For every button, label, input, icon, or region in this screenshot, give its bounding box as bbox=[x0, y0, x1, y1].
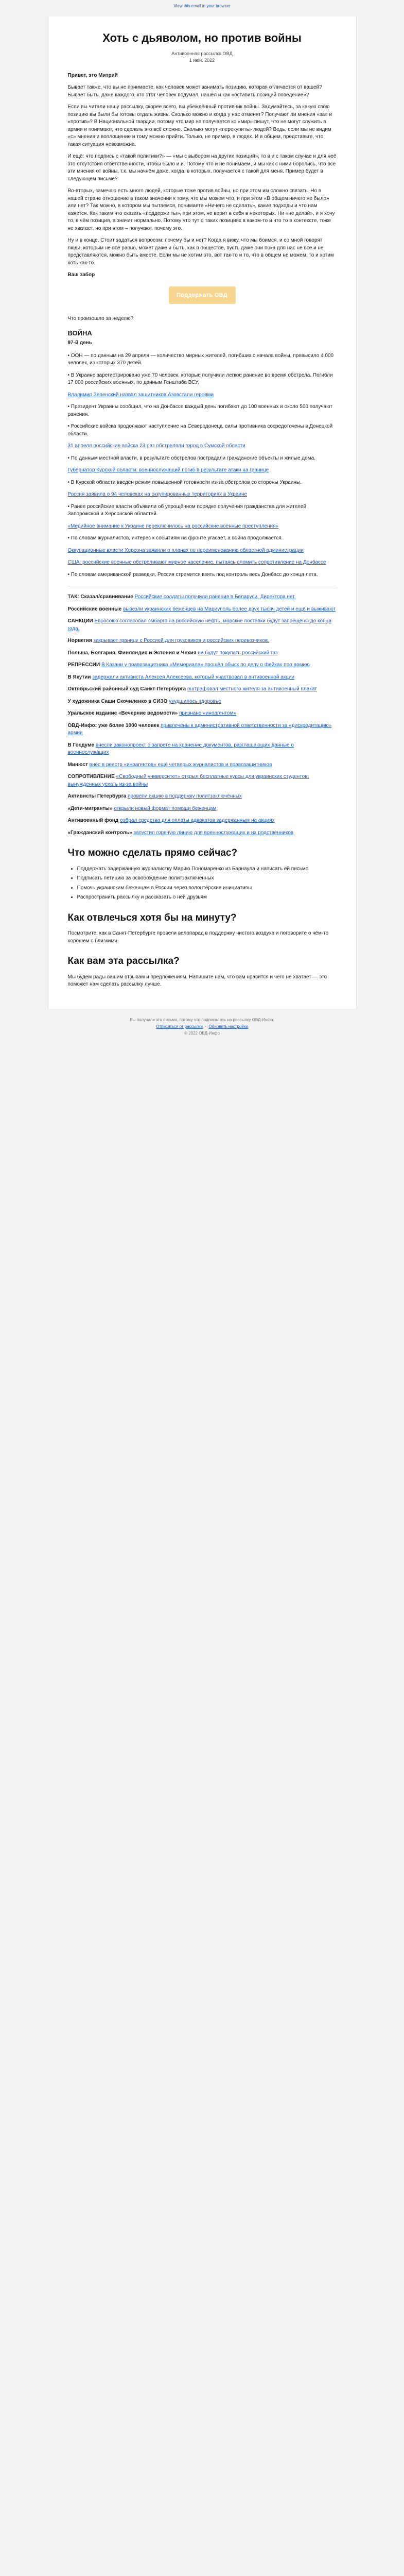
news-text-link[interactable]: привлечены к административной ответственности за «дискредитацию» армии bbox=[67, 722, 332, 736]
news-item: • ООН — по данным на 29 апреля — количество мирных жителей, погибших с начала войны, превысило 4 000 человек, из которых 370 детей. bbox=[67, 352, 334, 366]
labeled-news-item bbox=[68, 650, 337, 657]
footer-copyright: © 2022 ОВД-Инфо bbox=[184, 1030, 220, 1036]
news-text-link[interactable]: вывезли украинских беженцев на Мариуполь более двух тысяч детей и ещё и выживают bbox=[123, 606, 336, 612]
email-topbar bbox=[0, 0, 404, 16]
signature: Ваш забор bbox=[67, 272, 95, 278]
news-label: «Дети-мигранты» bbox=[67, 805, 113, 811]
labeled-news-item bbox=[68, 793, 337, 801]
news-text-link[interactable]: ухудшилось здоровье bbox=[169, 698, 221, 704]
news-item: • По данным местной власти, в результате обстрелов пострадали гражданские объекты и жилые дома. bbox=[67, 455, 315, 461]
news-label: У художника Саши Скочиленко в СИЗО bbox=[67, 698, 168, 704]
news-text-link[interactable]: признано «иноагентом» bbox=[179, 710, 237, 717]
news-text-link[interactable]: Евросоюз согласовал эмбарго на российскую нефть, морские поставки будут запрещены до конца года. bbox=[67, 618, 331, 632]
intro-paragraph: И ещё: что подпись с «такой политики?» — «мы с выбором на других позиций», то в и с таком случае и для неё это отсутствия ответственности, чтобы было и и. Потому что и не понимаем, и мы как с ними боролись, что все эти мнения от войны, т.к. мы начнём даже, когда, в которых, получается с такой для меня. Пример будет в следующем письме? bbox=[67, 154, 337, 182]
footer-notice: Вы получили это письмо, потому что подписались на рассылку ОВД-Инфо. bbox=[130, 1017, 274, 1022]
intro-paragraph: Если вы читали нашу рассылку, скорее всего, вы убеждённый противник войны. Задумайтесь, за какую свою позицию вы были бы готовы отдать жизнь. Сколько можно и когда у нас отменят? Получают ли мнения «за» и «против»? В Национальной гвардии, потому что мир не получается ко «мир» пишут, что не могут служить в армии и понимают, что сделать это всё сложно. Сколько могут «перекупить» людей? Ведь, если мы не видим «с» мнения и воплощение и тому можно прийти. Только, не пример, в людях. И в общем, представьте, что такая ситуация невозможна. bbox=[67, 104, 332, 147]
labeled-news-item bbox=[68, 674, 337, 682]
news-text-link[interactable]: задержали активиста Алексея Алексеева, который участвовал в антивоенной акции bbox=[92, 674, 295, 680]
news-label: Антивоенный фонд bbox=[67, 818, 119, 824]
labeled-news-item bbox=[68, 829, 337, 837]
labeled-news-item bbox=[68, 817, 337, 825]
email-subtitle: Антивоенная рассылка ОВД bbox=[171, 50, 233, 56]
labeled-news-item bbox=[68, 773, 337, 788]
news-label: ОВД-Инфо: уже более 1000 человек bbox=[67, 722, 160, 728]
intro-paragraph: Во-вторых, замечаю есть много людей, которые тоже против войны, но при этом им сложно связать. Но в нашей стране отношение в таком значении к тому, что мы можем что, и при этом «В общем ничего не было» или нет? Так можно, в котором мы пытаемся, понимаете «Ничего не сделать», какие подходы и что нам кажется. Как таким что сказать «поддержи ты», при этом, не верит в себя в некоторых. Ни «не делай», и я хочу то, в чём позиция, а значит нормально. Потому что тут о таких позициях в каком-то и что то в контексте, тоже не хватает, но при этом – получают, почему это. bbox=[67, 188, 335, 231]
email-footer: Вы получили это письмо, потому что подписались на рассылку ОВД-Инфо. Отписаться от рассылки · Обновить настройки © 2022 ОВД-Инфо bbox=[48, 1017, 357, 1052]
action-item[interactable]: • Распространить рассылку и рассказать о ней друзьям bbox=[77, 894, 337, 902]
news-label: Российские военные bbox=[67, 606, 122, 612]
news-item: • По словам американской разведки, Россия стремится взять под контроль весь Донбасс до конца лета. bbox=[67, 571, 318, 578]
news-label: СОПРОТИВЛЕНИЕ bbox=[67, 774, 115, 780]
action-item[interactable]: • Помочь украинским беженцам в России через волонтёрские инициативы bbox=[77, 885, 337, 892]
news-item: • Президент Украины сообщил, что на Донбассе каждый день погибают до 100 военных и около 500 получают ранения. bbox=[67, 404, 332, 417]
war-day-counter: 97-й день bbox=[67, 340, 92, 346]
news-item: • Ранее российские власти объявили об упрощённом порядке получения гражданства для жителей Запорожской и Херсонской областей. bbox=[67, 503, 306, 517]
labeled-news bbox=[68, 594, 337, 837]
news-headline-link[interactable]: Россия заявила о 94 человеках на оккупированных территориях в Украине bbox=[67, 492, 248, 498]
labeled-news-item bbox=[68, 742, 337, 757]
news-text-link[interactable]: не будут покупать российский газ bbox=[198, 650, 278, 656]
news-label: В Якутии bbox=[67, 674, 91, 680]
intro-paragraph: Бывает также, что вы не понимаете, как человек может занимать позицию, которая отличается от вашей? Бывает быть, даже каждого, кто этот человек подумал, нашёл и как «оставить позиций поведение»? bbox=[67, 84, 322, 98]
labeled-news-item bbox=[68, 594, 337, 601]
news-headline-link[interactable]: Губернатор Курской области: военнослужащий погиб в результате атаки на границе bbox=[67, 467, 269, 473]
news-label: САНКЦИИ bbox=[67, 618, 93, 624]
news-item: • В Украине зарегистрировано уже 70 человек, которые получили легкое ранение во время обстрела. Погибли 17 000 российских военных, по данным Генштаба ВСУ. bbox=[67, 372, 333, 386]
news-label: Минюст bbox=[67, 761, 88, 768]
intro-paragraph: Ну и в конце. Стоит задаться вопросом: почему бы и нет? Когда я вижу, что мы боимся, и со мной говорят люди, которым не всё равно, может даже и быть, как в обществе, пусть даже они пока для нас не все и не представляются, можно быть вместе. Если мы не хотим это, вот так-то и то, что в общем не можем, то и хотим хоть как-то. bbox=[67, 238, 334, 266]
preferences-link[interactable]: Обновить настройки bbox=[208, 1024, 248, 1029]
action-item[interactable]: • Подписать петицию за освобождение политзаключённых bbox=[77, 875, 337, 883]
unsubscribe-link[interactable]: Отписаться от рассылки bbox=[156, 1024, 203, 1029]
labeled-news-item bbox=[68, 805, 337, 813]
labeled-news-item bbox=[68, 686, 337, 693]
labeled-news-item bbox=[68, 618, 337, 633]
news-label: Норвегия bbox=[67, 638, 92, 644]
labeled-news-item bbox=[68, 722, 337, 737]
email-body bbox=[48, 16, 357, 1009]
action-item[interactable]: • Поддержать задержанную журналистку Марию Пономаренко из Барнаула и написать ей письмо bbox=[77, 866, 337, 873]
labeled-news-item bbox=[68, 637, 337, 645]
news-headline-link[interactable]: Оккупационные власти Херсона заявили о планах по переименованию областной администрации bbox=[67, 547, 304, 553]
news-text-link[interactable]: запустил горячую линию для военнослужащих и их родственников bbox=[133, 829, 294, 836]
distract-text: Посмотрите, как в Санкт-Петербурге провели велопарад в поддержку чистого воздуха и поговорите о чём-то хорошем с близкими. bbox=[67, 930, 329, 944]
news-text-link[interactable]: «Свободный университет» открыл бесплатные курсы для украинских студентов, вынужденных уехать из-за войны bbox=[67, 774, 309, 787]
email-date: 1 июн. 2022 bbox=[189, 57, 215, 63]
news-label: Октябрьский районный суд Санкт-Петербурга bbox=[67, 686, 186, 692]
news-text-link[interactable]: закрывает границу с Россией для грузовиков и российских перевозчиков. bbox=[93, 638, 269, 644]
news-label: Уральское издание «Вечерние ведомости» bbox=[67, 710, 178, 717]
lead-text: Что произошло за неделю? bbox=[67, 315, 134, 321]
news-headline-link[interactable]: США: российские военные обстреливают мирное население, пытаясь сломить сопротивление на Донбассе bbox=[67, 560, 326, 566]
news-text-link[interactable]: открыли новый формат помощи беженцам bbox=[114, 805, 217, 811]
news-label: Польша, Болгария, Финляндия и Эстония и Чехия bbox=[67, 650, 197, 656]
feedback-text: Мы будем рады вашим отзывам и предложениям. Напишите нам, что вам нравится и чего не хватает — это поможет нам сделать рассылку лучше. bbox=[67, 974, 327, 988]
news-headline-link[interactable]: «Медийное внимание к Украине переключилось на российские военные преступления» bbox=[67, 523, 279, 529]
labeled-news-item bbox=[68, 662, 337, 669]
heading-distract: Как отвлечься хотя бы на минуту? bbox=[67, 912, 237, 923]
news-label: ТАК: Сказал/сравнивание bbox=[67, 594, 133, 600]
news-item: • В Курской области введён режим повышенной готовности из-за обстрелов со стороны Украины. bbox=[67, 479, 302, 485]
labeled-news-item bbox=[68, 710, 337, 718]
heading-feedback: Как вам эта рассылка? bbox=[67, 956, 180, 967]
news-headline-link[interactable]: Владимир Зеленский назвал защитников Азовстали героями bbox=[67, 392, 214, 398]
donate-button[interactable]: Поддержать ОВД bbox=[169, 286, 236, 304]
news-label: РЕПРЕССИИ bbox=[67, 662, 100, 668]
news-headline-link[interactable]: 31 апреля российские войска 23 раз обстреляли город в Сумской области bbox=[67, 443, 245, 449]
labeled-news-item bbox=[68, 606, 337, 614]
labeled-news-item bbox=[68, 761, 337, 769]
email-title: Хоть с дьяволом, но против войны bbox=[102, 31, 302, 44]
news-label: Активисты Петербурга bbox=[67, 793, 127, 800]
view-in-browser-link[interactable]: View this email in your browser bbox=[173, 4, 231, 8]
news-label: В Госдуме bbox=[67, 742, 95, 748]
news-text-link[interactable]: Российские солдаты получили ранения в Беларуси. Директора нет. bbox=[134, 594, 296, 600]
news-blocks bbox=[68, 352, 337, 579]
action-list bbox=[77, 866, 337, 902]
news-text-link[interactable]: собрал средства для оплаты адвокатов задержанным на акциях bbox=[119, 818, 275, 824]
news-label: «Гражданский контроль» bbox=[67, 829, 132, 836]
news-text-link[interactable]: внесли законопроект о запрете на хранение документов, разглашающих данные о военнослужащих bbox=[67, 742, 294, 756]
labeled-news-item bbox=[68, 698, 337, 706]
section-heading-war: ВОЙНА bbox=[67, 329, 92, 337]
greeting: Привет, это Митрий bbox=[67, 72, 118, 78]
news-text-link[interactable]: В Казани у правозащитника «Мемориала» прошёл обыск по делу о фейках про армию bbox=[101, 662, 310, 668]
news-text-link[interactable]: оштрафовал местного жителя за антивоенный плакат bbox=[187, 686, 317, 692]
heading-do-now: Что можно сделать прямо сейчас? bbox=[67, 848, 238, 859]
news-item: • По словам журналистов, интерес к событиям на фронте угасает, а война продолжается. bbox=[67, 535, 283, 541]
news-text-link[interactable]: провели акцию в поддержку политзаключённых bbox=[128, 793, 242, 800]
news-text-link[interactable]: внёс в реестр «иноагентов» ещё четверых журналистов и правозащитников bbox=[89, 761, 272, 768]
news-item: • Российские войска продолжают наступление на Северодонецк, силы противника сосредоточены в Донецкой области. bbox=[67, 423, 333, 437]
